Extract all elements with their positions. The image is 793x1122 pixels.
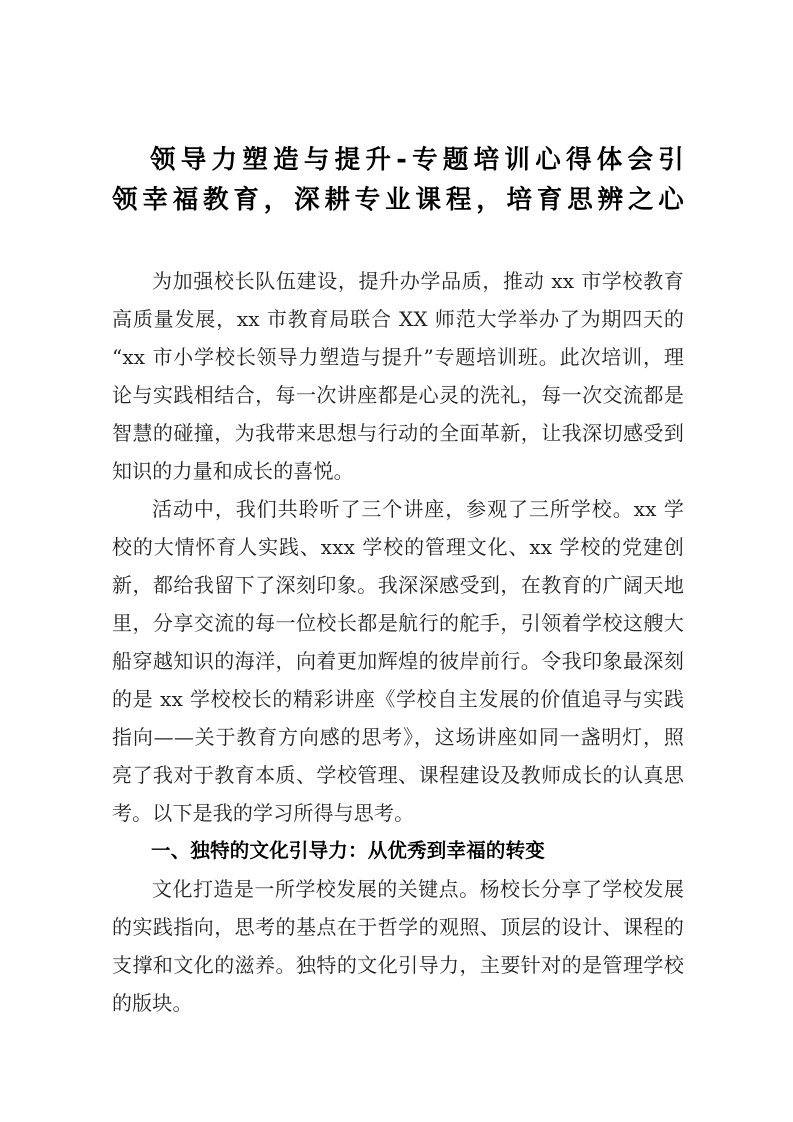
document-content [112, 140, 684, 1022]
paragraph-intro: 为加强校长队伍建设，提升办学品质，推动 xx 市学校教育高质量发展，xx 市教育局联合 XX 师范大学举办了为期四天的“xx 市小学校长领导力塑造与提升”专题培训班。此次培训，理论与实践相结合，每一次讲座都是心灵的洗礼，每一次交流都是智慧的碰撞，为我带来思想与行动的全面革新，让我深切感受到知识的力量和成长的喜悦。 [112, 269, 684, 483]
paragraph-activities: 活动中，我们共聆听了三个讲座，参观了三所学校。xx 学校的大情怀育人实践、xxx 学校的管理文化、xx 学校的党建创新，都给我留下了深刻印象。我深深感受到，在教育的广阔天地里，分享交流的每一位校长都是航行的舵手，引领着学校这艘大船穿越知识的海洋，向着更加辉煌的彼岸前行。令我印象最深刻的是 xx 学校校长的精彩讲座《学校自主发展的价值追寻与实践指向——关于教育方向感的思考》，这场讲座如同一盏明灯，照亮了我对于教育本质、学校管理、课程建设及教师成长的认真思考。以下是我的学习所得与思考。 [112, 497, 684, 825]
page-title [112, 140, 684, 220]
paragraph-culture: 文化打造是一所学校发展的关键点。杨校长分享了学校发展的实践指向，思考的基点在于哲学的观照、顶层的设计、课程的支撑和文化的滋养。独特的文化引导力，主要针对的是管理学校的版块。 [112, 877, 684, 1015]
section-heading-1: 一、独特的文化引导力：从优秀到幸福的转变 [151, 839, 546, 862]
page-title-line-2: 领幸福教育，深耕专业课程，培育思辨之心 [112, 185, 684, 215]
page-title-line-1: 领导力塑造与提升-专题培训心得体会引 [150, 145, 684, 175]
